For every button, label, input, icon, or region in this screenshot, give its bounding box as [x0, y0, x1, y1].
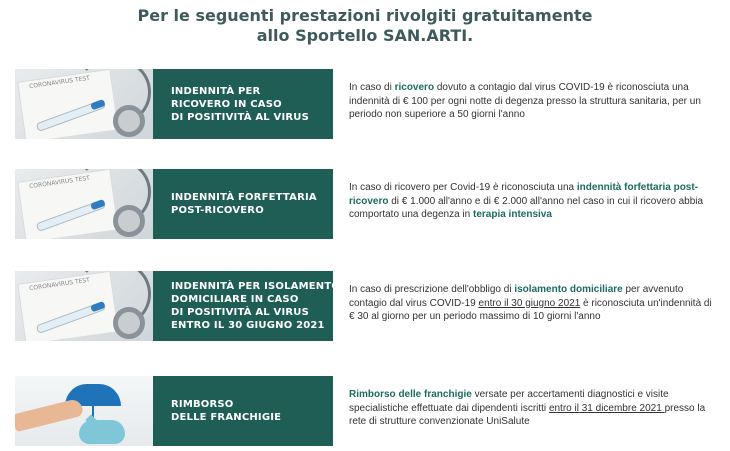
benefit-title-line: INDENNITÀ FORFETTARIA	[171, 192, 317, 203]
underlined-date: entro il 30 giugno 2021	[478, 297, 581, 309]
keyword: Rimborso delle franchigie	[349, 389, 472, 400]
benefit-row-post-hospital	[15, 169, 715, 239]
benefit-title-line: RICOVERO IN CASO	[171, 98, 282, 110]
benefit-description: Rimborso delle franchigie versate per accertamenti diagnostici e visite specialistiche effettuate dai dipendenti iscritti entro il 31 dicembre 2021 presso la rete di strutture convenzionate UniSalute	[349, 389, 706, 427]
benefit-row-home-isolation	[15, 271, 715, 341]
benefit-row-hospitalization	[15, 69, 715, 139]
benefit-title-panel	[153, 169, 333, 239]
benefit-title-line: ENTRO IL 30 GIUGNO 2021	[171, 320, 325, 331]
benefit-title-line: RIMBORSO	[171, 399, 234, 410]
benefit-title-panel	[153, 69, 333, 139]
underlined-date: entro il 31 dicembre 2021	[548, 402, 665, 414]
benefit-description: In caso di prescrizione dell'obbligo di isolamento domiciliare per avvenuto contagio dal virus COVID-19 entro il 30 giugno 2021 è riconosciuta un'indennità di € 30 al giorno per un periodo massimo di 10 giorni l'anno	[349, 284, 712, 322]
keyword: indennità forfettaria post-ricovero	[349, 182, 699, 207]
benefit-title-line: INDENNITÀ PER ISOLAMENTO	[171, 281, 341, 292]
covid-test-stethoscope-image: CORONAVIRUS TEST	[15, 169, 153, 239]
benefit-description: In caso di ricovero per Covid-19 è riconosciuta una indennità forfettaria post-ricovero di € 1.000 all'anno e di € 2.000 all'anno nel caso in cui il ricovero abbia comportato una degenza in terapia intensiva	[349, 182, 704, 220]
keyword: terapia intensiva	[472, 209, 552, 220]
covid-test-stethoscope-image: CORONAVIRUS TEST	[15, 69, 153, 139]
benefit-title-line: DOMICILIARE IN CASO	[171, 294, 299, 305]
keyword: isolamento domiciliare	[514, 284, 623, 295]
benefit-title-panel	[153, 271, 341, 341]
benefit-title-line: DELLE FRANCHIGIE	[171, 412, 282, 423]
benefit-row-deductibles	[15, 376, 715, 446]
benefit-title-line: INDENNITÀ PER	[171, 85, 261, 97]
benefit-title-panel	[153, 376, 333, 446]
benefit-title-line: DI POSITIVITÀ AL VIRUS	[171, 111, 309, 123]
benefit-title-line: DI POSITIVITÀ AL VIRUS	[171, 307, 309, 318]
headline-line-2: allo Sportello SAN.ARTI.	[256, 26, 474, 45]
benefit-description: In caso di ricovero dovuto a contagio dal virus COVID-19 è riconosciuta una indennità di € 100 per ogni notte di degenza presso la struttura sanitaria, per un periodo non superiore a 50 giorni l'anno	[349, 82, 701, 120]
piggy-bank-umbrella-image	[15, 376, 153, 446]
benefit-title-line: POST-RICOVERO	[171, 205, 264, 216]
keyword: ricovero	[394, 82, 435, 93]
covid-test-stethoscope-image: CORONAVIRUS TEST	[15, 271, 153, 341]
page-headline	[0, 6, 730, 46]
headline-line-1: Per le seguenti prestazioni rivolgiti gratuitamente	[137, 6, 593, 25]
